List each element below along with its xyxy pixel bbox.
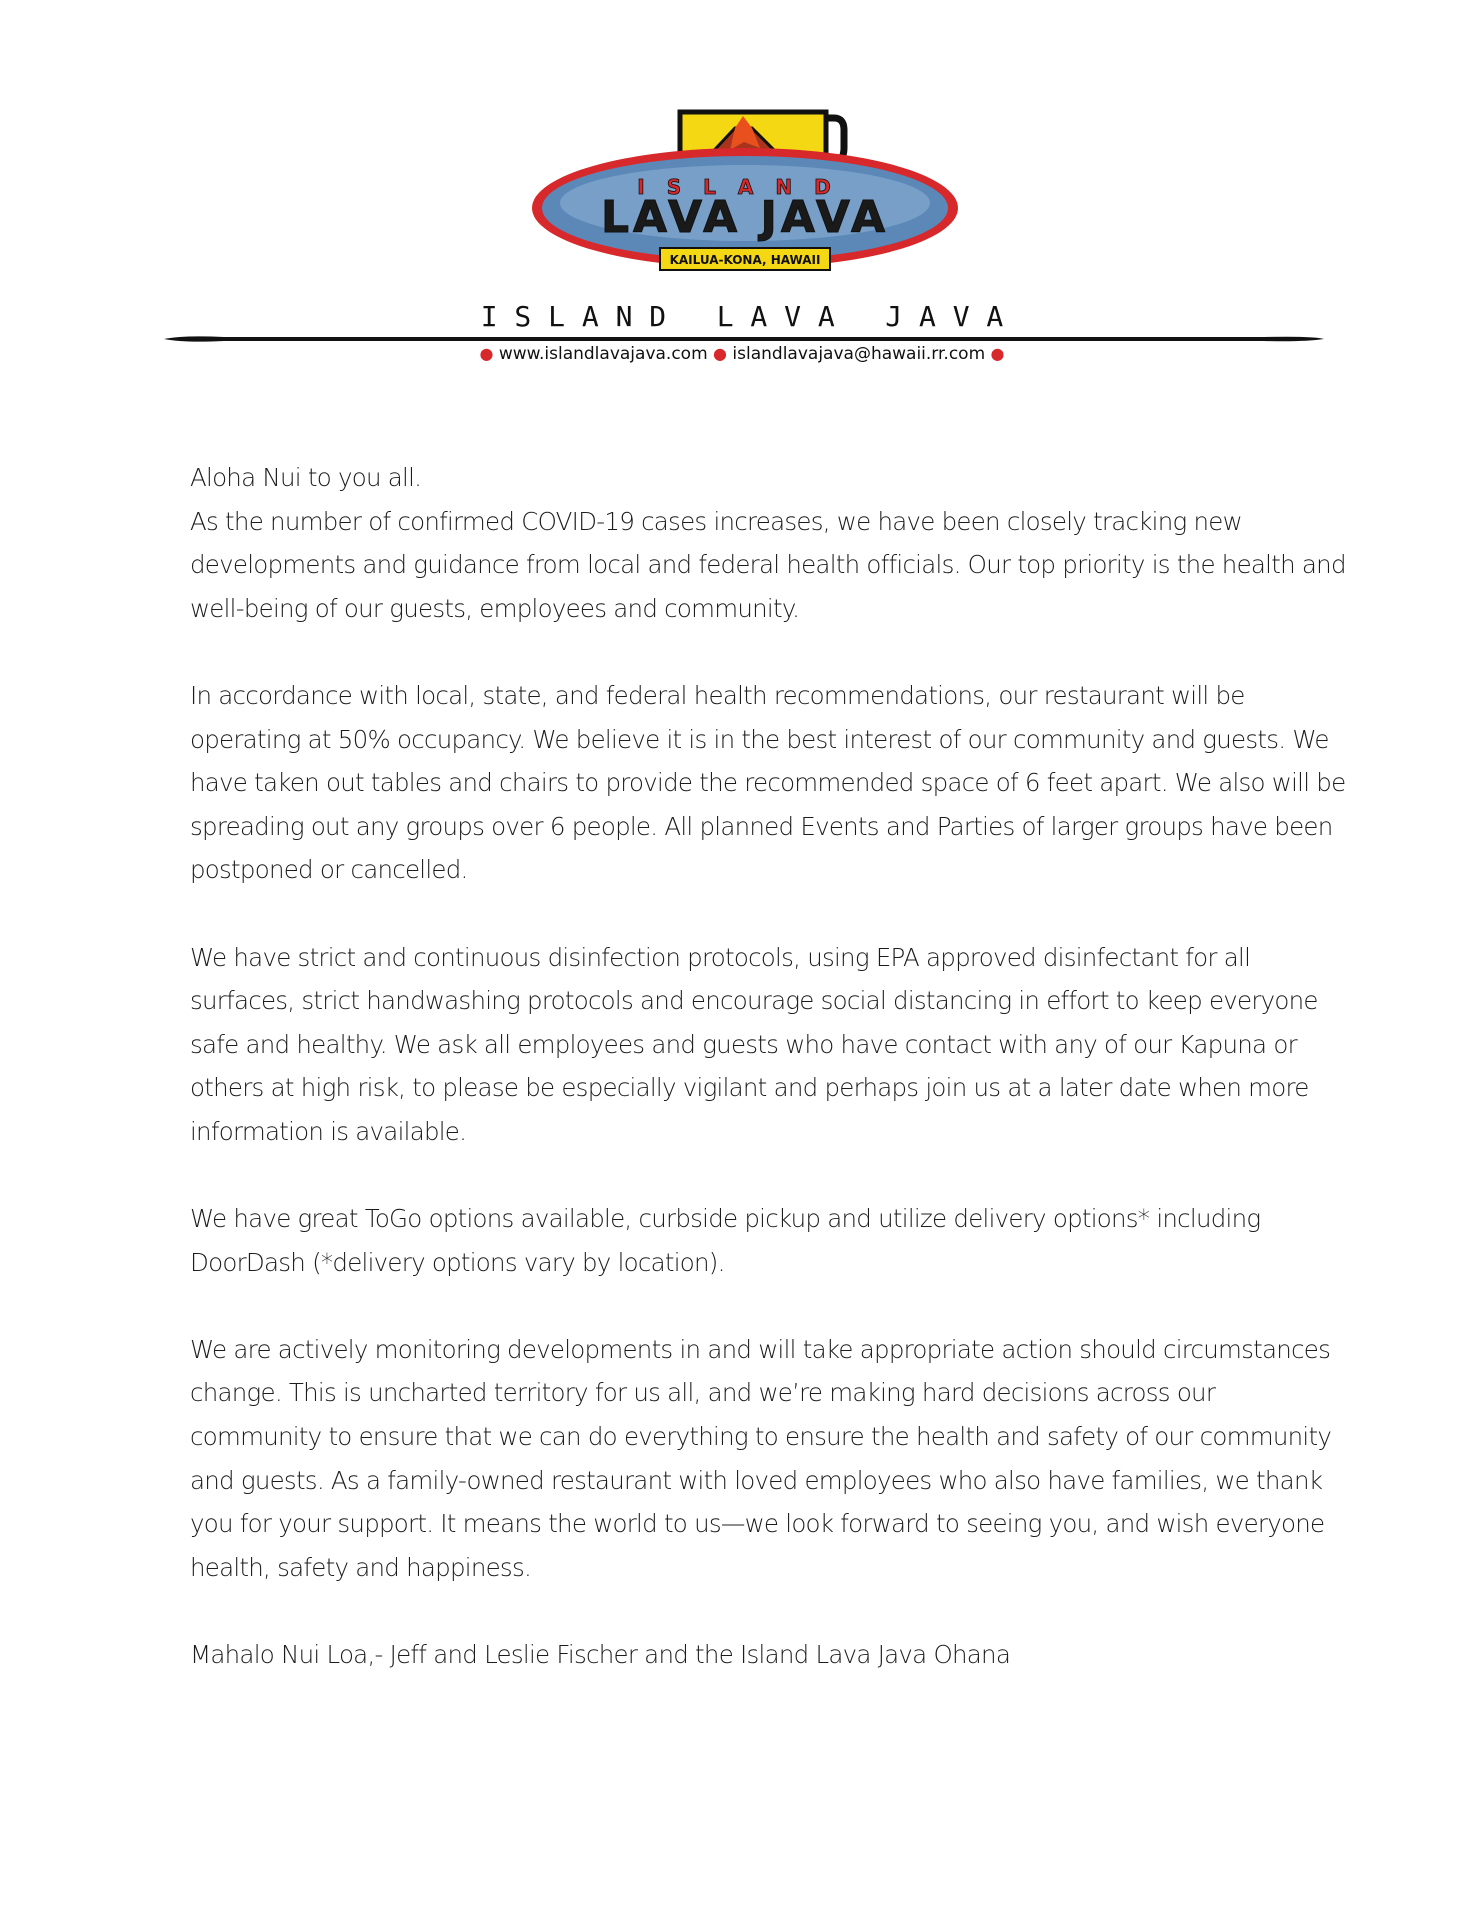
red-bullet-icon: ● <box>990 344 1005 363</box>
paragraph-occupancy: In accordance with local, state, and federal health recommendations, our restaurant will be operating at 50% occupancy. We believe it is in the best interest of our community and guests. We have taken out tables and chairs to provide the recommended space of 6 feet apart. We also will be spreading out any groups over 6 people. All planned Events and Parties of larger groups have been postponed or cancelled. <box>190 680 1346 885</box>
logo-banner-text: KAILUA-KONA, HAWAII <box>669 253 821 267</box>
logo-island-text: ISLAND <box>637 175 853 199</box>
website-link[interactable]: www.islandlavajava.com <box>498 344 708 364</box>
red-bullet-icon: ● <box>479 344 494 363</box>
signoff: Mahalo Nui Loa,- Jeff and Leslie Fischer and the Island Lava Java Ohana <box>190 1640 1011 1670</box>
red-bullet-icon: ● <box>713 344 728 363</box>
email-link[interactable]: islandlavajava@hawaii.rr.com <box>732 344 986 364</box>
paragraph-disinfection: We have strict and continuous disinfection protocols, using EPA approved disinfectant for all surfaces, strict handwashing protocols and encourage social distancing in effort to keep everyone safe and healthy. We ask all employees and guests who have contact with any of our Kapuna or others at high risk, to please be especially vigilant and perhaps join us at a later date when more information is available. <box>190 942 1318 1146</box>
logo-lava-java-text: LAVA JAVA <box>600 192 890 243</box>
contact-line <box>0 344 1484 364</box>
letter-body <box>190 456 1350 1677</box>
greeting: Aloha Nui to you all. <box>190 463 422 492</box>
paragraph-monitoring: We are actively monitoring developments in and will take appropriate action should circumstances change. This is uncharted territory for us all, and we’re making hard decisions across our community to ensure that we can do everything to ensure the health and safety of our community and guests. As a family-owned restaurant with loved employees who also have families, we thank you for your support. It means the world to us—we look forward to seeing you, and wish everyone health, safety and happiness. <box>190 1334 1332 1582</box>
brand-name: I S L A N D L A V A J A V A <box>480 300 1004 333</box>
island-lava-java-logo <box>530 108 960 278</box>
paragraph-covid-tracking: As the number of confirmed COVID-19 cases increases, we have been closely tracking new developments and guidance from local and federal health officials. Our top priority is the health and well-being of our guests, employees and community. <box>190 506 1346 623</box>
paragraph-togo: We have great ToGo options available, curbside pickup and utilize delivery options* including DoorDash (*delivery options vary by location). <box>190 1204 1261 1277</box>
